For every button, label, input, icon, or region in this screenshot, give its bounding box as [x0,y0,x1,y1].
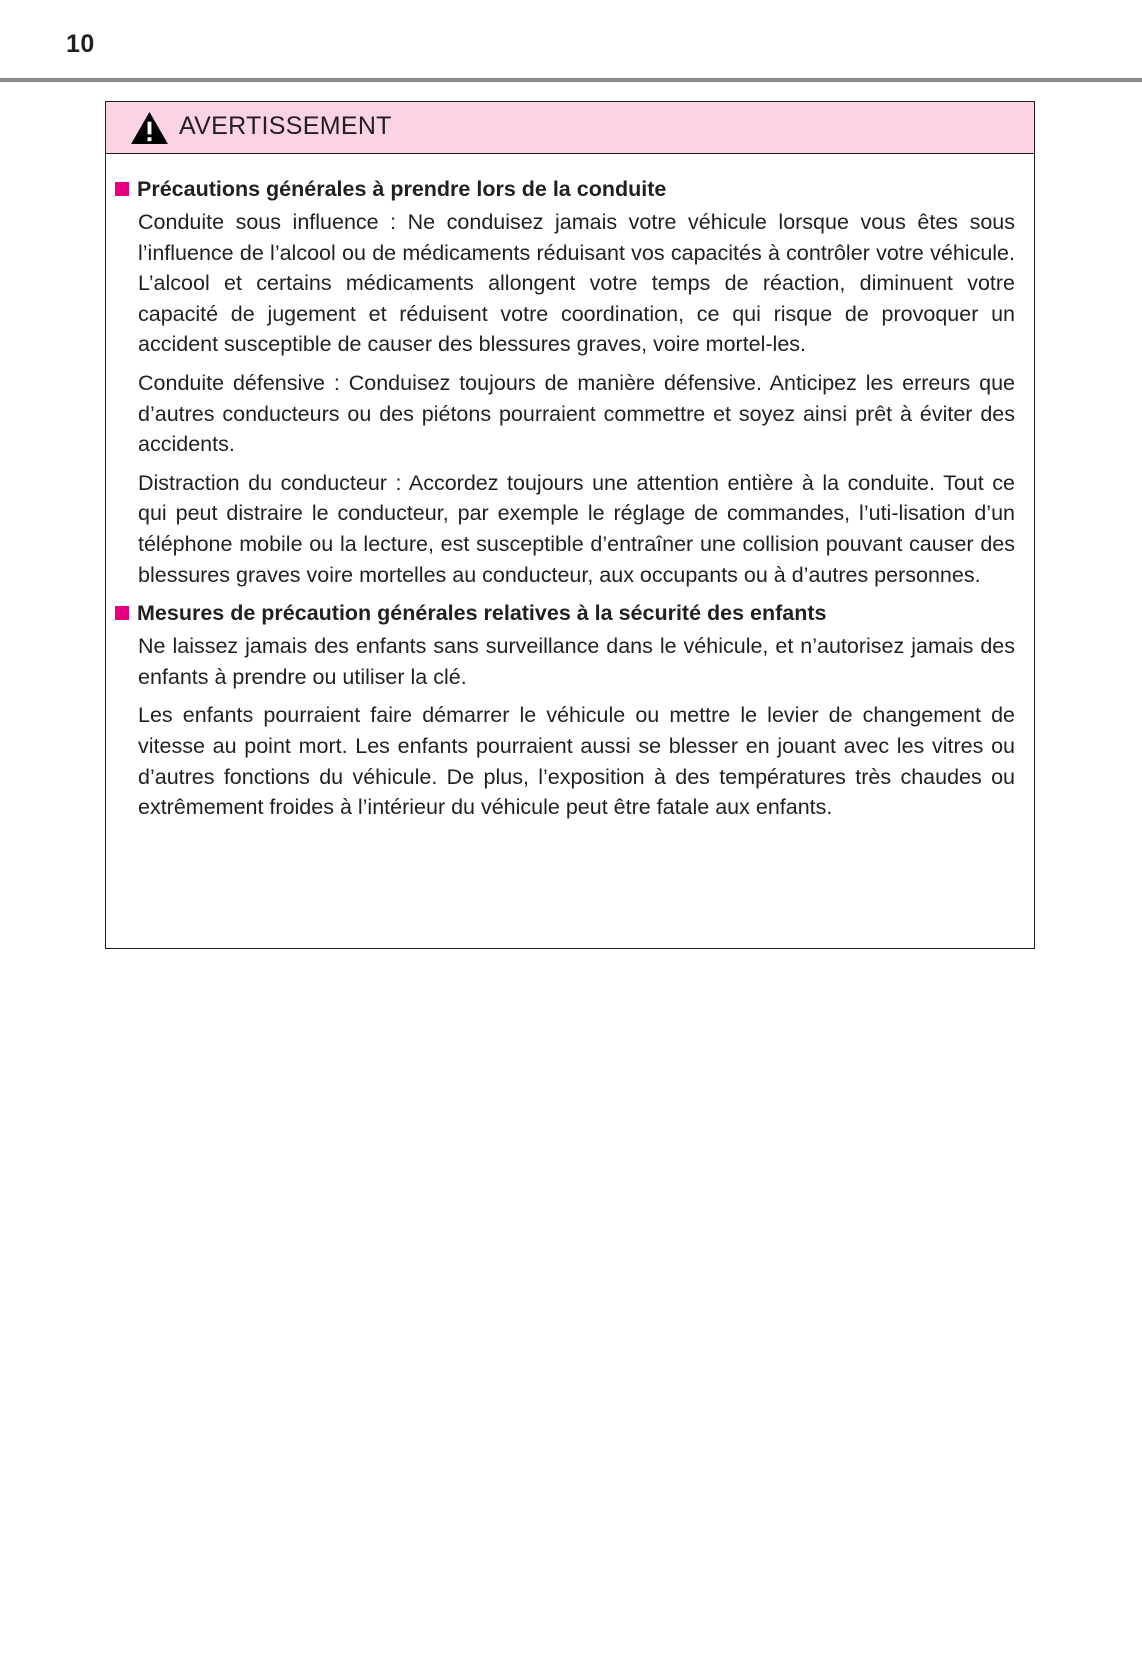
square-bullet-icon [115,606,129,620]
warning-header [106,102,1034,154]
section-heading-text: Mesures de précaution générales relatives à la sécurité des enfants [137,601,827,626]
warning-body [106,154,1034,823]
paragraph-defensive: Conduite défensive : Conduisez toujours de manière défensive. Anticipez les erreurs que d’autres conducteurs ou des piétons pourraient commettre et soyez ainsi prêt à éviter des accidents. [138,370,1015,457]
paragraph-distraction: Distraction du conducteur : Accordez toujours une attention entière à la conduite. Tout ce qui peut distraire le conducteur, par exemple le réglage de commandes, l’uti-lisation d’un téléphone mobile ou la lecture, est susceptible d’entraîner une collision pouvant causer des blessures graves voire mortelles au conducteur, aux occupants ou à d’autres personnes. [138,470,1015,587]
section-child-safety [115,598,1015,823]
square-bullet-icon [115,182,129,196]
warning-title: AVERTISSEMENT [179,112,392,140]
section-heading [115,174,1015,204]
warning-triangle-icon [130,111,169,145]
section-heading-text: Précautions générales à prendre lors de la conduite [137,177,667,201]
section-heading [115,598,1015,628]
page-number: 10 [66,30,95,58]
paragraph-children-risks: Les enfants pourraient faire démarrer le véhicule ou mettre le levier de changement de vitesse au point mort. Les enfants pourraient aussi se blesser en jouant avec les vitres ou d’autres fonctions du véhicule. De plus, l’exposition à des températures très chaudes ou extrêmement froides à l’intérieur du véhicule peut être fatale aux enfants. [138,703,1015,820]
paragraph-unattended-children: Ne laissez jamais des enfants sans surveillance dans le véhicule, et n’autorisez jamais des enfants à prendre ou utiliser la clé. [138,634,1015,689]
warning-box [105,101,1035,949]
section-driving-precautions [115,174,1015,590]
header-rule [0,78,1142,82]
paragraph-influence: Conduite sous influence : Ne conduisez jamais votre véhicule lorsque vous êtes sous l’influence de l’alcool ou de médicaments réduisant vos capacités à contrôler votre véhicule. L’alcool et certains médicaments allongent votre temps de réaction, diminuent votre capacité de jugement et réduisent votre coordination, ce qui risque de provoquer un accident susceptible de causer des blessures graves, voire mortel-les. [138,210,1015,357]
